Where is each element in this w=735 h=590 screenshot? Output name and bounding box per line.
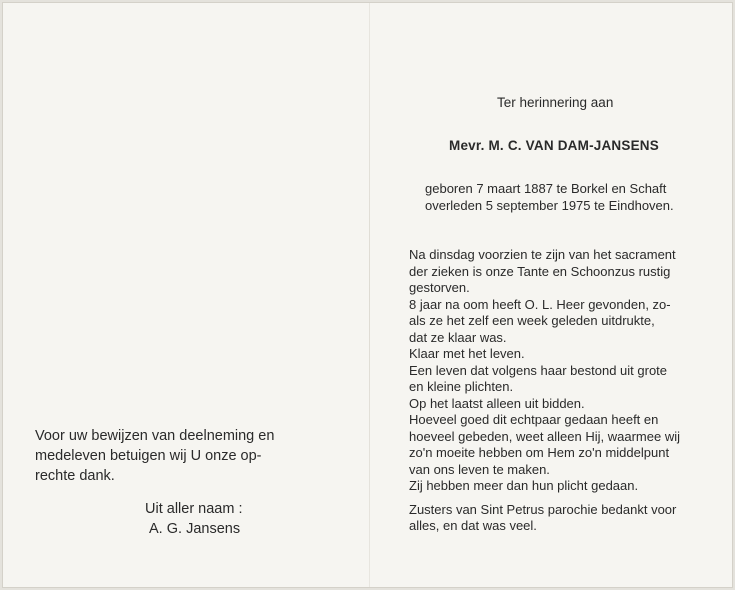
memorial-text (409, 247, 721, 535)
closing-line: Zusters van Sint Petrus parochie bedankt voor (409, 501, 677, 517)
memorial-line: Op het laatst alleen uit bidden. (409, 395, 585, 411)
signature-block (35, 499, 335, 539)
signature-name: A. G. Jansens (149, 521, 241, 537)
memorial-line: Na dinsdag voorzien te zijn van het sacrament (409, 247, 676, 262)
memorial-line: van ons leven te maken. (409, 461, 550, 477)
paragraph-gap (409, 495, 721, 502)
closing-line: alles, en dat was veel. (409, 518, 537, 533)
memorial-line: en kleine plichten. (409, 379, 514, 394)
memorial-card (2, 2, 733, 588)
thanks-paragraph (35, 426, 335, 486)
memorial-line: Hoeveel goed dit echtpaar gedaan heeft en (409, 412, 659, 427)
thanks-line: Voor uw bewijzen van deelneming en (35, 428, 275, 444)
memorial-line: Zij hebben meer dan hun plicht gedaan. (409, 478, 639, 493)
memorial-line: der zieken is onze Tante en Schoonzus rustig (409, 263, 671, 279)
memorial-line: zo'n moeite hebben om Hem zo'n middelpunt (409, 445, 670, 460)
memorial-line: Een leven dat volgens haar bestond uit grote (409, 362, 668, 378)
left-panel (35, 426, 335, 539)
memorial-line: hoeveel gebeden, weet alleen Hij, waarmee wij (409, 428, 680, 444)
memorial-line: gestorven. (409, 280, 470, 295)
life-dates (425, 180, 674, 214)
death-date-line: overleden 5 september 1975 te Eindhoven. (425, 198, 674, 213)
memorial-line: als ze het zelf een week geleden uitdrukte, (409, 313, 655, 328)
deceased-name: Mevr. M. C. VAN DAM-JANSENS (449, 138, 659, 153)
memorial-line: dat ze klaar was. (409, 329, 507, 345)
thanks-line: medeleven betuigen wij U onze op- (35, 448, 262, 464)
birth-date-line: geboren 7 maart 1887 te Borkel en Schaft (425, 181, 667, 196)
memorial-line: 8 jaar na oom heeft O. L. Heer gevonden, zo- (409, 296, 671, 312)
card-fold-line (369, 3, 370, 587)
memorial-heading: Ter herinnering aan (497, 95, 614, 110)
thanks-line: rechte dank. (35, 468, 115, 484)
signature-line: Uit aller naam : (145, 501, 243, 517)
memorial-line: Klaar met het leven. (409, 346, 525, 361)
